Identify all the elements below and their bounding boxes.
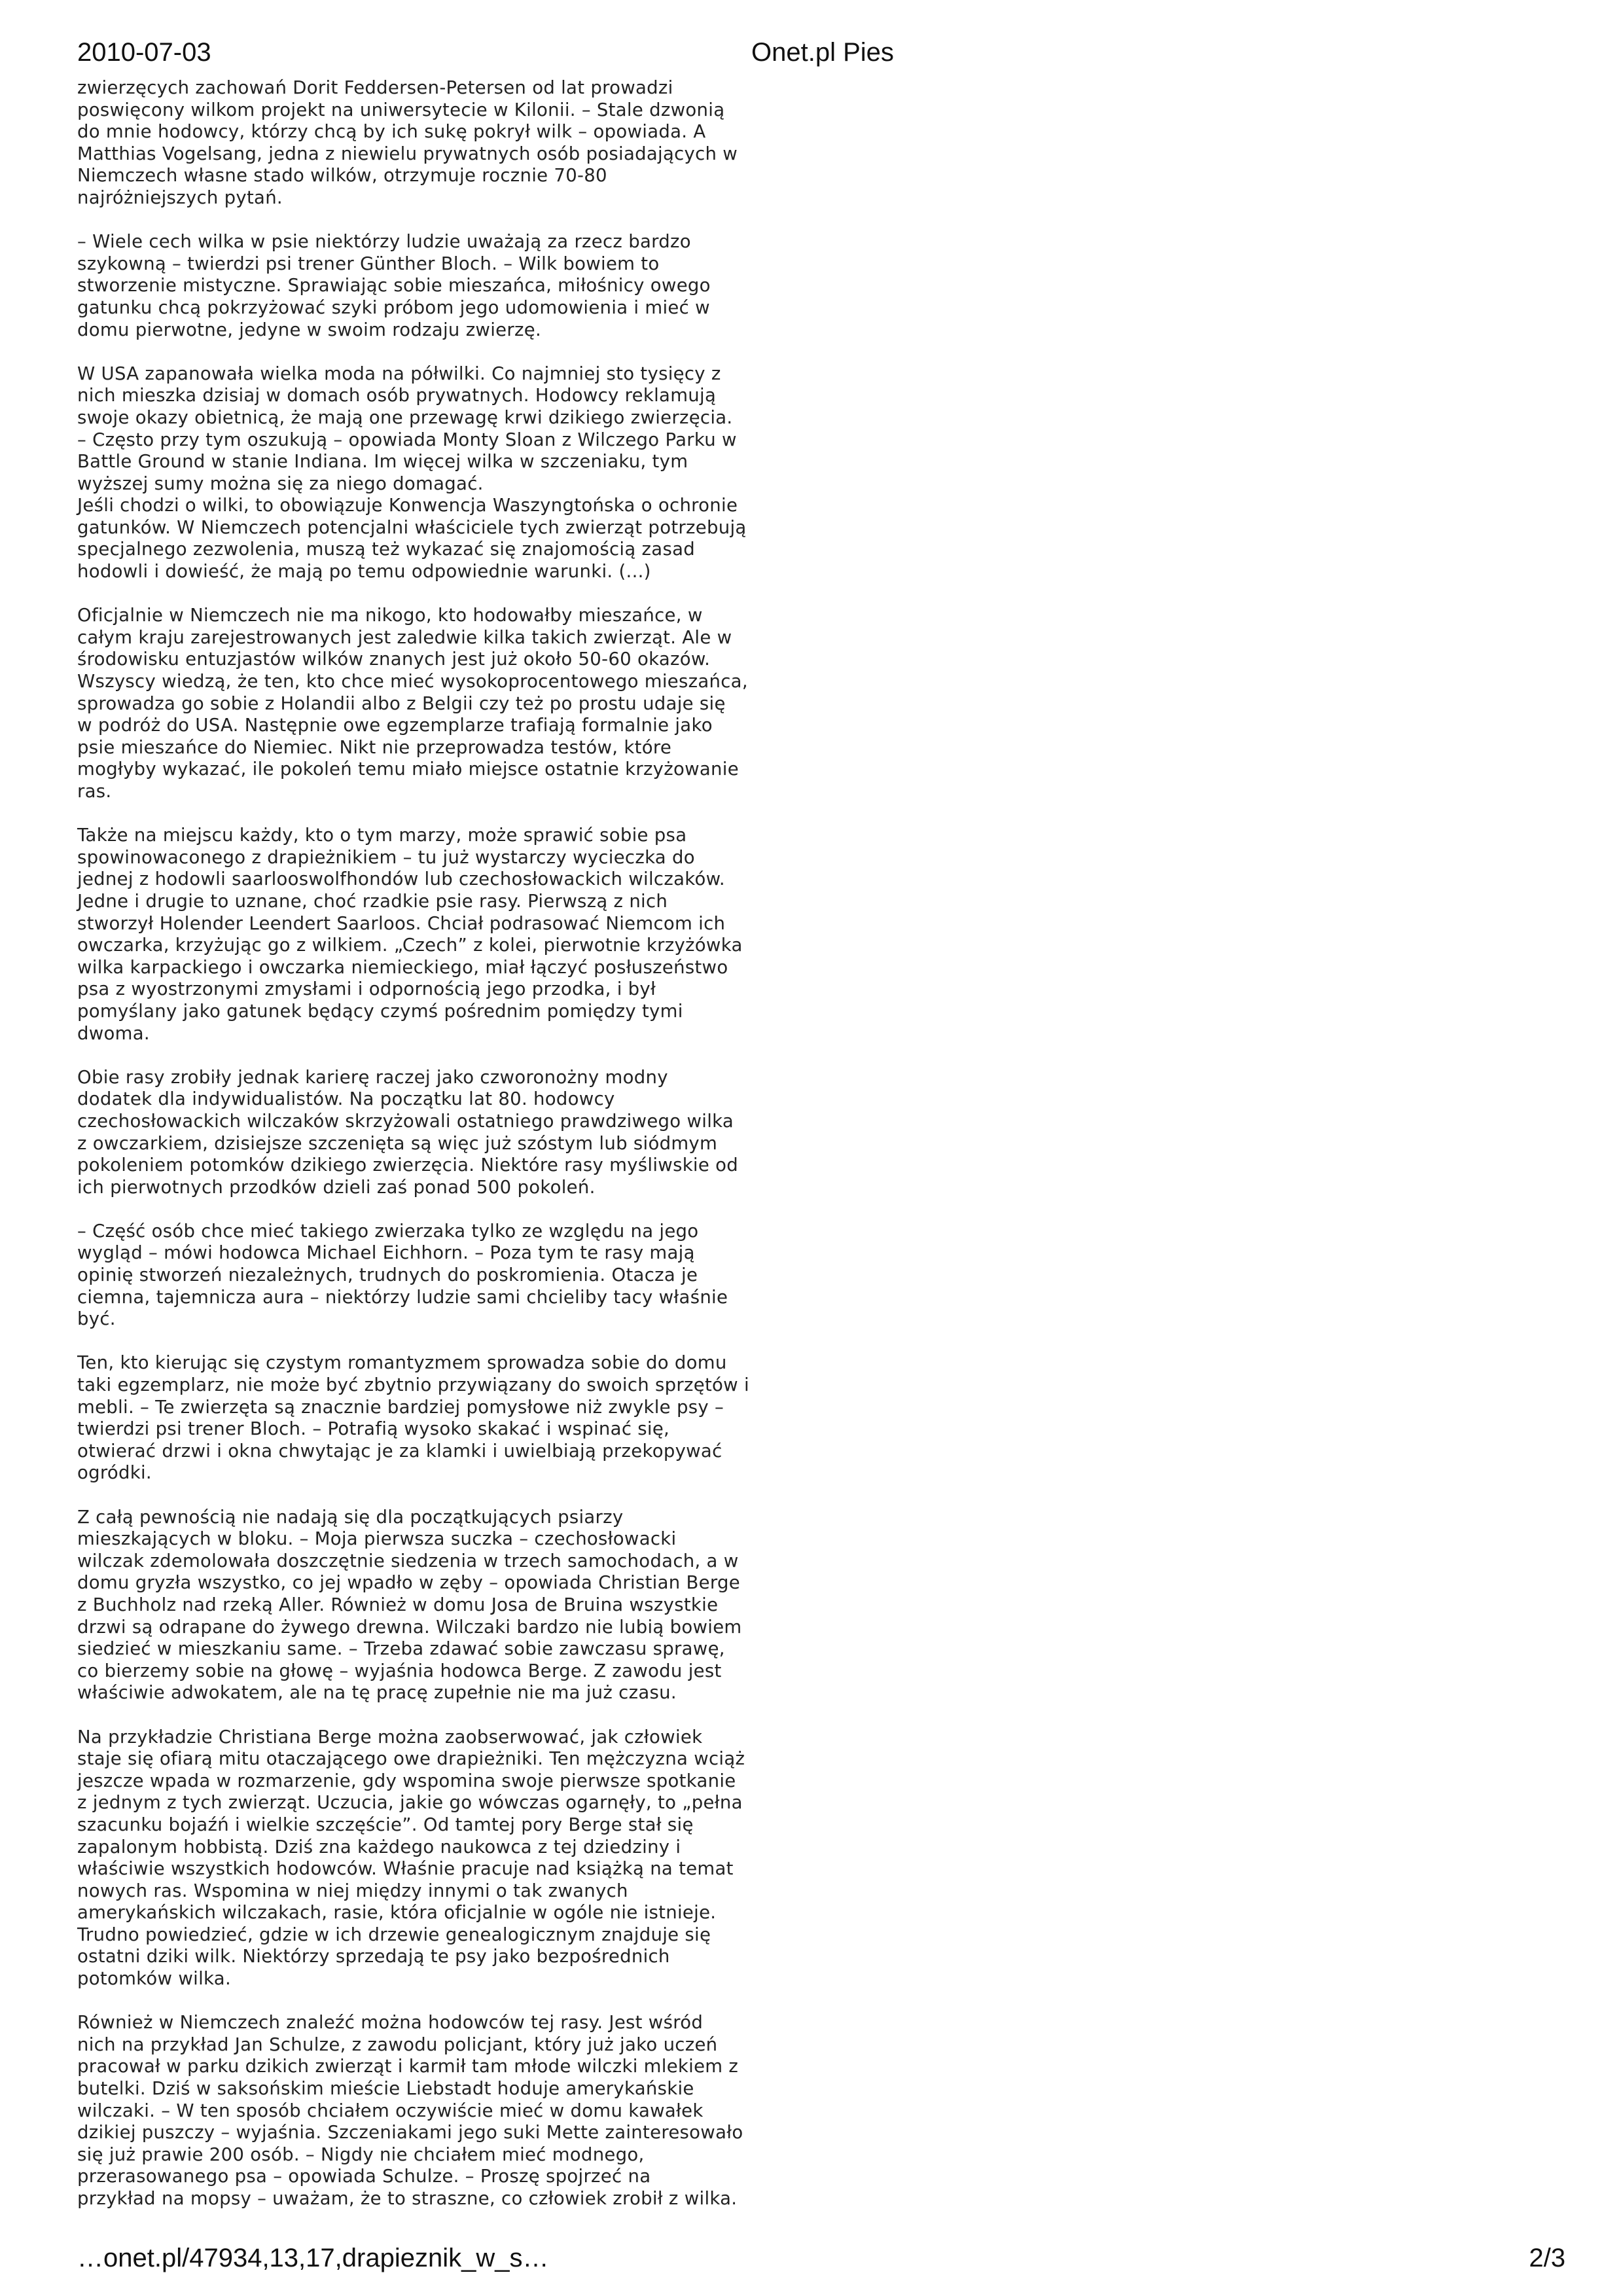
paragraph: – Część osób chce mieć takiego zwierzaka tylko ze względu na jego wygląd – mówi hodowca Michael Eichhorn. – Poza tym te rasy mają opinię stworzeń niezależnych, trudnych do poskromienia. Otacza je ciemna, tajemnicza aura – niektórzy ludzie sami chcieliby tacy właśnie być. <box>77 1220 728 1330</box>
paragraph: Ten, kto kierując się czystym romantyzmem sprowadza sobie do domu taki egzemplarz, nie może być zbytnio przywiązany do swoich sprzętów i mebli. – Te zwierzęta są znacznie bardziej pomysłowe niż zwykle psy – twierdzi psi trener Bloch. – Potrafią wysoko skakać i wspinać się, otwierać drzwi i okna chwytając je za klamki i uwielbiają przekopywać ogródki. <box>77 1352 749 1484</box>
article-body <box>77 77 810 2232</box>
paragraph: Z całą pewnością nie nadają się dla początkujących psiarzy mieszkających w bloku. – Moja pierwsza suczka – czechosłowacki wilczak zdemolowała doszczętnie siedzenia w trzech samochodach, a w domu gryzła wszystko, co jej wpadło w zęby – opowiada Christian Berge z Buchholz nad rzeką Aller. Również w domu Josa de Bruina wszystkie drzwi są odrapane do żywego drewna. Wilczaki bardzo nie lubią bowiem siedzieć w mieszkaniu same. – Trzeba zdawać sobie zawczasu sprawę, co bierzemy sobie na głowę – wyjaśnia hodowca Berge. Z zawodu jest właściwie adwokatem, ale na tę pracę zupełnie nie ma już czasu. <box>77 1506 742 1704</box>
paragraph: Oficjalnie w Niemczech nie ma nikogo, kto hodowałby mieszańce, w całym kraju zarejestrowanych jest zaledwie kilka takich zwierząt. Ale w środowisku entuzjastów wilków znanych jest już około 50-60 okazów. Wszyscy wiedzą, że ten, kto chce mieć wysokoprocentowego mieszańca, sprowadza go sobie z Holandii albo z Belgii czy też po prostu udaje się w podróż do USA. Następnie owe egzemplarze trafiają formalnie jako psie mieszańce do Niemiec. Nikt nie przeprowadza testów, które mogłyby wykazać, ile pokoleń temu miało miejsce ostatnie krzyżowanie ras. <box>77 605 748 802</box>
paragraph: Na przykładzie Christiana Berge można zaobserwować, jak człowiek staje się ofiarą mitu otaczającego owe drapieżniki. Ten mężczyzna wciąż jeszcze wpada w rozmarzenie, gdy wspomina swoje pierwsze spotkanie z jednym z tych zwierząt. Uczucia, jakie go wówczas ogarnęły, to „pełna szacunku bojaźń i wielkie szczęście”. Od tamtej pory Berge stał się zapalonym hobbistą. Dziś zna każdego naukowca z tej dziedziny i właściwie wszystkich hodowców. Właśnie pracuje nad książką na temat nowych ras. Wspomina w niej między innymi o tak zwanych amerykańskich wilczakach, rasie, która oficjalnie w ogóle nie istnieje. Trudno powiedzieć, gdzie w ich drzewie genealogicznym znajduje się ostatni dziki wilk. Niektórzy sprzedają te psy jako bezpośrednich potomków wilka. <box>77 1726 745 1990</box>
page-title: Onet.pl Pies <box>751 38 894 67</box>
paragraph: Również w Niemczech znaleźć można hodowców tej rasy. Jest wśród nich na przykład Jan Schulze, z zawodu policjant, który już jako uczeń pracował w parku dzikich zwierząt i karmił tam młode wilczki mlekiem z butelki. Dziś w saksońskim mieście Liebstadt hoduje amerykańskie wilczaki. – W ten sposób chciałem oczywiście mieć w domu kawałek dzikiej puszczy – wyjaśnia. Szczeniakami jego suki Mette zainteresowało się już prawie 200 osób. – Nigdy nie chciałem mieć modnego, przerasowanego psa – opowiada Schulze. – Proszę spojrzeć na przykład na mopsy – uważam, że to straszne, co człowiek zrobił z wilka. <box>77 2012 743 2209</box>
print-date: 2010-07-03 <box>77 38 211 67</box>
page-number: 2/3 <box>1529 2244 1565 2272</box>
page-url: …onet.pl/47934,13,17,drapieznik_w_s… <box>77 2244 549 2272</box>
paragraph: W USA zapanowała wielka moda na półwilki. Co najmniej sto tysięcy z nich mieszka dzisiaj w domach osób prywatnych. Hodowcy reklamują swoje okazy obietnicą, że mają one przewagę krwi dzikiego zwierzęcia. – Często przy tym oszukują – opowiada Monty Sloan z Wilczego Parku w Battle Ground w stanie Indiana. Im więcej wilka w szczeniaku, tym wyższej sumy można się za niego domagać. Jeśli chodzi o wilki, to obowiązuje Konwencja Waszyngtońska o ochronie gatunków. W Niemczech potencjalni właściciele tych zwierząt potrzebują specjalnego zezwolenia, muszą też wykazać się znajomością zasad hodowli i dowieść, że mają po temu odpowiednie warunki. (...) <box>77 363 747 583</box>
paragraph: zwierzęcych zachowań Dorit Feddersen-Petersen od lat prowadzi poswięcony wilkom projekt na uniwersytecie w Kilonii. – Stale dzwonią do mnie hodowcy, którzy chcą by ich sukę pokrył wilk – opowiada. A Matthias Vogelsang, jedna z niewielu prywatnych osób posiadających w Niemczech własne stado wilków, otrzymuje rocznie 70-80 najróżniejszych pytań. <box>77 77 738 208</box>
paragraph: Także na miejscu każdy, kto o tym marzy, może sprawić sobie psa spowinowaconego z drapieżnikiem – tu już wystarczy wycieczka do jednej z hodowli saarlooswolfhondów lub czechosłowackich wilczaków. Jedne i drugie to uznane, choć rzadkie psie rasy. Pierwszą z nich stworzył Holender Leendert Saarloos. Chciał podrasować Niemcom ich owczarka, krzyżując go z wilkiem. „Czech” z kolei, pierwotnie krzyżówka wilka karpackiego i owczarka niemieckiego, miał łączyć posłuszeństwo psa z wyostrzonymi zmysłami i odpornością jego przodka, i był pomyślany jako gatunek będący czymś pośrednim pomiędzy tymi dwoma. <box>77 825 743 1044</box>
paragraph: – Wiele cech wilka w psie niektórzy ludzie uważają za rzecz bardzo szykowną – twierdzi psi trener Günther Bloch. – Wilk bowiem to stworzenie mistyczne. Sprawiając sobie mieszańca, miłośnicy owego gatunku chcą pokrzyżować szyki próbom jego udomowienia i mieć w domu pierwotne, jedyne w swoim rodzaju zwierzę. <box>77 231 711 340</box>
paragraph: Obie rasy zrobiły jednak karierę raczej jako czworonożny modny dodatek dla indywidualistów. Na początku lat 80. hodowcy czechosłowackich wilczaków skrzyżowali ostatniego prawdziwego wilka z owczarkiem, dzisiejsze szczenięta są więc już szóstym lub siódmym pokoleniem potomków dzikiego zwierzęcia. Niektóre rasy myśliwskie od ich pierwotnych przodków dzieli zaś ponad 500 pokoleń. <box>77 1066 739 1198</box>
